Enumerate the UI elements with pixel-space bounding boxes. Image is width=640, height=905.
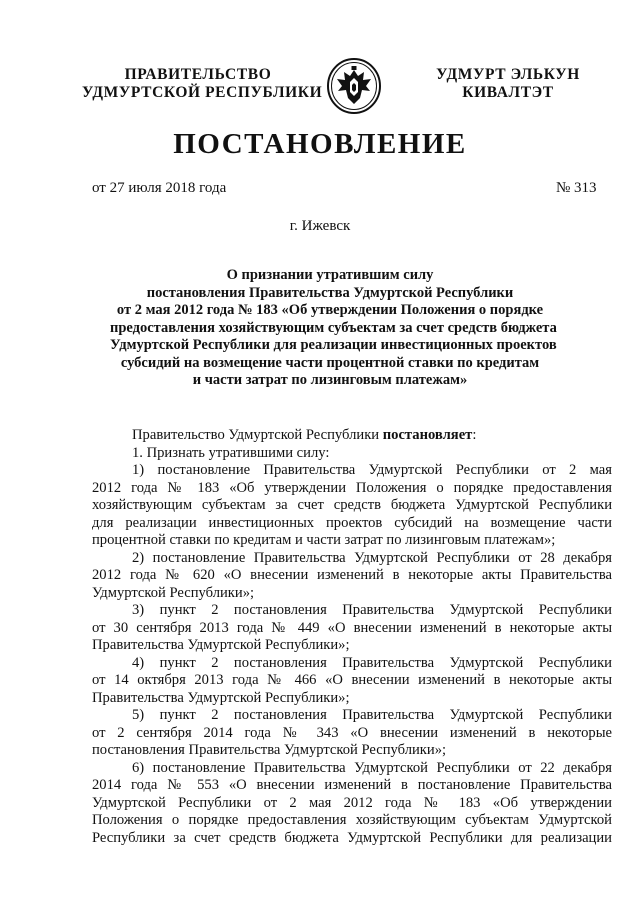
- header-left-line2: УДМУРТСКОЙ РЕСПУБЛИКИ: [82, 84, 323, 101]
- body-line: 6) постановление Правительства Удмуртской Республики от 22 декабря: [132, 759, 612, 776]
- body-lines: [92, 445, 612, 848]
- header-right: [418, 66, 598, 102]
- document-city: г. Ижевск: [289, 218, 351, 234]
- header-right-line2: КИВАЛТЭТ: [462, 84, 554, 101]
- body-line: 2) постановление Правительства Удмуртской Республики от 28 декабря: [132, 549, 612, 566]
- body-intro-colon: :: [472, 427, 477, 443]
- body-intro-text: Правительство Удмуртской Республики: [132, 427, 383, 443]
- document-title: ПОСТАНОВЛЕНИЕ: [173, 128, 467, 160]
- body-line: постановления Правительства Удмуртской Республики»;: [92, 742, 447, 758]
- body-intro: [92, 427, 612, 445]
- subject-line: от 2 мая 2012 года № 183 «Об утверждении Положения о порядке: [116, 302, 544, 318]
- body-line: 2014 года № 553 «О внесении изменений в постановление Правительства: [92, 777, 612, 793]
- header-right-line1: УДМУРТ ЭЛЬКУН: [436, 66, 580, 83]
- subject-line: постановления Правительства Удмуртской Республики: [146, 284, 514, 301]
- body-line: Удмуртской Республики»;: [92, 584, 255, 601]
- body-line: процентной ставки по кредитам и части затрат по лизинговым платежам»;: [92, 532, 556, 548]
- document-date: от 27 июля 2018 года: [92, 180, 227, 196]
- document-body: [92, 427, 612, 847]
- body-line: от 2 сентября 2014 года № 343 «О внесении изменений в некоторые: [92, 724, 612, 741]
- header-left-line1: ПРАВИТЕЛЬСТВО: [124, 66, 272, 83]
- body-line: Республики за счет средств бюджета Удмуртской Республики для реализации: [92, 829, 612, 846]
- body-line: от 30 сентября 2013 года № 449 «О внесении изменений в некоторые акты: [92, 619, 612, 636]
- body-line: 2012 года № 183 «Об утверждении Положения о порядке предоставления: [92, 479, 612, 496]
- body-line: Положения о порядке предоставления хозяйствующим субъектам Удмуртской: [92, 812, 612, 828]
- subject-line: Удмуртской Республики для реализации инвестиционных проектов: [110, 337, 557, 353]
- header-left: [82, 66, 323, 102]
- body-intro-verb: постановляет: [382, 427, 473, 443]
- subject-line: субсидий на возмещение части процентной ставки по кредитам: [120, 354, 540, 371]
- body-line: для реализации инвестиционных проектов субсидий на возмещение части: [92, 514, 612, 531]
- body-line: 1) постановление Правительства Удмуртской Республики от 2 мая: [132, 462, 612, 478]
- subject-line: и части затрат по лизинговым платежам»: [192, 372, 468, 388]
- body-line: 1. Признать утратившими силу:: [132, 444, 330, 461]
- body-line: хозяйствующим субъектам за счет средств бюджета Удмуртской Республики: [92, 497, 612, 513]
- body-line: 4) пункт 2 постановления Правительства Удмуртской Республики: [132, 654, 612, 671]
- body-line: от 14 октября 2013 года № 466 «О внесении изменений в некоторые акты: [92, 672, 612, 688]
- subject-line: О признании утратившим силу: [226, 267, 434, 283]
- body-line: Удмуртской Республики от 2 мая 2012 года № 183 «Об утверждении: [92, 794, 612, 811]
- document-subject: [110, 267, 557, 390]
- body-line: Правительства Удмуртской Республики»;: [92, 637, 350, 653]
- body-line: Правительства Удмуртской Республики»;: [92, 689, 350, 706]
- body-line: 5) пункт 2 постановления Правительства Удмуртской Республики: [132, 707, 612, 723]
- subject-line: предоставления хозяйствующим субъектам за счет средств бюджета: [110, 319, 557, 336]
- body-line: 2012 года № 620 «О внесении изменений в некоторые акты Правительства: [92, 567, 612, 583]
- coat-of-arms-icon: [326, 58, 382, 114]
- document-number: № 313: [556, 180, 597, 196]
- body-line: 3) пункт 2 постановления Правительства Удмуртской Республики: [132, 602, 612, 618]
